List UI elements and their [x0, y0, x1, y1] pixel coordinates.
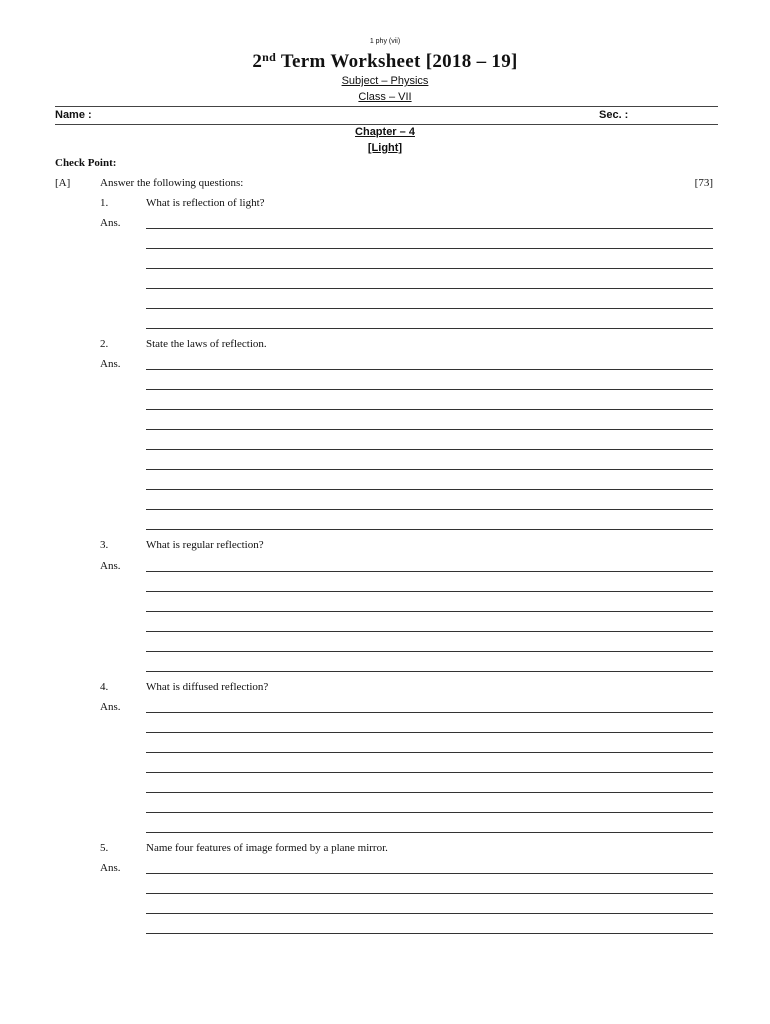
writing-line [146, 429, 713, 430]
question-number: 3. [100, 539, 109, 551]
writing-line [146, 469, 713, 470]
writing-line [146, 712, 713, 713]
writing-line [146, 933, 713, 934]
writing-line [146, 873, 713, 874]
chapter-topic: [Light] [367, 142, 403, 154]
question-text: What is regular reflection? [146, 539, 264, 551]
writing-line [146, 288, 713, 289]
answer-label: Ans. [100, 862, 121, 874]
title-ordinal: 2 [252, 51, 263, 72]
name-row-bottom-rule [55, 124, 718, 125]
page-code: 1 phy (vii) [369, 38, 401, 45]
writing-line [146, 732, 713, 733]
section-marks: [73] [694, 177, 713, 189]
question-number: 4. [100, 681, 109, 693]
title-ordinal-suffix: nd [262, 50, 277, 64]
writing-line [146, 913, 713, 914]
writing-line [146, 228, 713, 229]
writing-line [146, 389, 713, 390]
subject-label: Subject – Physics [341, 75, 429, 87]
section-code: [A] [55, 177, 71, 189]
writing-line [146, 409, 713, 410]
name-label: Name : [55, 109, 92, 121]
class-label: Class – VII [358, 91, 412, 103]
writing-line [146, 248, 713, 249]
chapter-number: Chapter – 4 [355, 126, 415, 138]
answer-label: Ans. [100, 217, 121, 229]
writing-line [146, 489, 713, 490]
question-number: 2. [100, 338, 109, 350]
question-text: State the laws of reflection. [146, 338, 267, 350]
writing-line [146, 308, 713, 309]
writing-line [146, 369, 713, 370]
question-text: What is diffused reflection? [146, 681, 269, 693]
question-text: Name four features of image formed by a plane mirror. [146, 842, 388, 854]
writing-line [146, 792, 713, 793]
question-text: What is reflection of light? [146, 197, 265, 209]
title-rest: Term Worksheet [2018 – 19] [276, 51, 518, 72]
writing-line [146, 611, 713, 612]
writing-line [146, 631, 713, 632]
writing-line [146, 832, 713, 833]
writing-line [146, 591, 713, 592]
answer-label: Ans. [100, 701, 121, 713]
question-number: 5. [100, 842, 109, 854]
worksheet-title [0, 50, 770, 73]
writing-line [146, 509, 713, 510]
checkpoint-label: Check Point: [55, 157, 117, 169]
answer-label: Ans. [100, 358, 121, 370]
writing-line [146, 812, 713, 813]
section-instruction: Answer the following questions: [100, 177, 244, 189]
writing-line [146, 268, 713, 269]
section-label: Sec. : [599, 109, 629, 121]
writing-line [146, 651, 713, 652]
name-row-top-rule [55, 106, 718, 107]
writing-line [146, 449, 713, 450]
writing-line [146, 571, 713, 572]
writing-line [146, 893, 713, 894]
question-number: 1. [100, 197, 109, 209]
writing-line [146, 529, 713, 530]
answer-label: Ans. [100, 560, 121, 572]
writing-line [146, 671, 713, 672]
writing-line [146, 328, 713, 329]
writing-line [146, 772, 713, 773]
writing-line [146, 752, 713, 753]
